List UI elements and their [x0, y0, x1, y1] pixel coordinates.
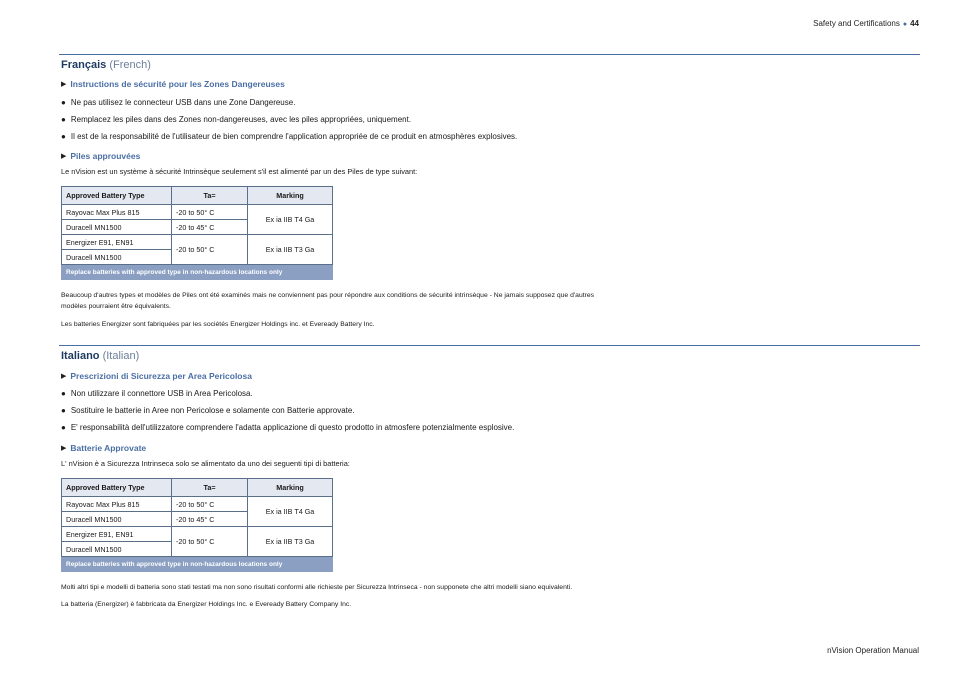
- column-header: Approved Battery Type: [62, 187, 172, 205]
- ta-cell: -20 to 50° C: [172, 497, 248, 512]
- column-header: Marking: [248, 479, 333, 497]
- marking-cell: Ex ia IIB T4 Ga: [248, 205, 333, 235]
- note-line: modèles pourraient être équivalents.: [61, 303, 171, 310]
- triangle-right-icon: ▶: [61, 445, 67, 452]
- table-note-row: [62, 265, 333, 280]
- battery-type-cell: Duracell MN1500: [62, 250, 172, 265]
- italian-intro: L' nVision è a Sicurezza Intrinseca solo se alimentato da uno dei seguenti tipi di batteria:: [61, 459, 350, 468]
- ta-cell: -20 to 45° C: [172, 220, 248, 235]
- section-title-subtitle: (French): [109, 59, 151, 71]
- subheading-text: Piles approuvées: [70, 151, 141, 161]
- french-section: [61, 54, 920, 72]
- bullet-dot-icon: ●: [902, 21, 908, 28]
- list-item: [61, 97, 920, 108]
- french-note-1: [61, 290, 920, 312]
- italian-section: [61, 345, 920, 363]
- table-note: Replace batteries with approved type in non-hazardous locations only: [62, 265, 333, 280]
- page-footer: nVision Operation Manual: [827, 646, 919, 655]
- battery-type-cell: Energizer E91, EN91: [62, 527, 172, 542]
- table-row: [62, 205, 333, 220]
- french-hazard-heading: [61, 79, 920, 89]
- page-header: [813, 19, 919, 28]
- list-item: [61, 114, 920, 125]
- triangle-right-icon: ▶: [61, 153, 67, 160]
- subheading-text: Instructions de sécurité pour les Zones Dangereuses: [70, 79, 285, 89]
- bullet-icon: ●: [61, 132, 66, 141]
- list-item: [61, 131, 920, 142]
- italian-note-1: Molti altri tipi e modelli di batteria sono stati testati ma non sono risultati conformi alle richieste per Sicurezza Intrinseca - non supponete che altri modelli siano equivalenti.: [61, 584, 573, 591]
- ta-cell: -20 to 50° C: [172, 235, 248, 265]
- triangle-right-icon: ▶: [61, 81, 67, 88]
- column-header: Approved Battery Type: [62, 479, 172, 497]
- marking-cell: Ex ia IIB T4 Ga: [248, 497, 333, 527]
- list-item-text: Sostituire le batterie in Aree non Pericolose e solamente con Batterie approvate.: [70, 406, 355, 415]
- battery-type-cell: Duracell MN1500: [62, 512, 172, 527]
- ta-cell: -20 to 50° C: [172, 527, 248, 557]
- battery-type-cell: Energizer E91, EN91: [62, 235, 172, 250]
- header-section-title: Safety and Certifications: [813, 19, 900, 28]
- section-title-language: Français: [61, 59, 107, 71]
- italian-batteries-heading: [61, 443, 920, 453]
- bullet-icon: ●: [61, 406, 66, 415]
- note-line: Beaucoup d'autres types et modèles de Piles ont été examinés mais ne conviennent pas pour répondre aux conditions de sécurité intrinsèque - Ne jamais supposez que d'autres: [61, 292, 595, 299]
- list-item-text: Remplacez les piles dans des Zones non-dangereuses, avec les piles appropriées, uniquement.: [70, 115, 412, 124]
- bullet-icon: ●: [61, 115, 66, 124]
- italian-battery-table: [61, 478, 333, 572]
- marking-cell: Ex ia IIB T3 Ga: [248, 235, 333, 265]
- section-divider: [59, 345, 920, 346]
- column-header: Ta=: [172, 187, 248, 205]
- ta-cell: -20 to 50° C: [172, 205, 248, 220]
- list-item: [61, 405, 920, 416]
- section-divider: [59, 54, 920, 55]
- list-item-text: Il est de la responsabilité de l'utilisateur de bien comprendre l'application appropriée de ce produit en atmosphères explosives.: [70, 132, 518, 141]
- table-row: [62, 235, 333, 250]
- table-header-row: [62, 187, 333, 205]
- column-header: Ta=: [172, 479, 248, 497]
- triangle-right-icon: ▶: [61, 373, 67, 380]
- table-note-row: [62, 557, 333, 572]
- ta-cell: -20 to 45° C: [172, 512, 248, 527]
- bullet-icon: ●: [61, 389, 66, 398]
- list-item-text: Non utilizzare il connettore USB in Area Pericolosa.: [70, 389, 253, 398]
- battery-type-cell: Duracell MN1500: [62, 220, 172, 235]
- french-batteries-heading: [61, 151, 920, 161]
- list-item: [61, 422, 920, 433]
- subheading-text: Batterie Approvate: [70, 443, 147, 453]
- table-row: [62, 497, 333, 512]
- table-note: Replace batteries with approved type in non-hazardous locations only: [62, 557, 333, 572]
- french-intro: Le nVision est un système à sécurité Intrinsèque seulement s'il est alimenté par un des Piles de type suivant:: [61, 167, 418, 176]
- section-title-subtitle: (Italian): [102, 350, 140, 362]
- table-header-row: [62, 479, 333, 497]
- section-title-french: [61, 58, 920, 72]
- bullet-icon: ●: [61, 423, 66, 432]
- bullet-icon: ●: [61, 98, 66, 107]
- italian-note-2: La batteria (Energizer) è fabbricata da Energizer Holdings Inc. e Eveready Battery Company Inc.: [61, 601, 352, 608]
- french-battery-table: [61, 186, 333, 280]
- battery-type-cell: Rayovac Max Plus 815: [62, 205, 172, 220]
- subheading-text: Prescrizioni di Sicurezza per Area Pericolosa: [70, 371, 252, 381]
- battery-type-cell: Rayovac Max Plus 815: [62, 497, 172, 512]
- table-row: [62, 527, 333, 542]
- section-title-language: Italiano: [61, 350, 100, 362]
- list-item-text: E' responsabilità dell'utilizzatore comprendere l'adatta applicazione di questo prodotto in atmosfere potenzialmente esplosive.: [70, 423, 515, 432]
- marking-cell: Ex ia IIB T3 Ga: [248, 527, 333, 557]
- list-item-text: Ne pas utilisez le connecteur USB dans une Zone Dangereuse.: [70, 98, 296, 107]
- page-number: 44: [910, 19, 919, 28]
- battery-type-cell: Duracell MN1500: [62, 542, 172, 557]
- section-title-italian: [61, 349, 920, 363]
- french-note-2: Les batteries Energizer sont fabriquées par les sociétés Energizer Holdings inc. et Eveready Battery Inc.: [61, 321, 375, 328]
- list-item: [61, 388, 920, 399]
- column-header: Marking: [248, 187, 333, 205]
- italian-hazard-heading: [61, 371, 920, 381]
